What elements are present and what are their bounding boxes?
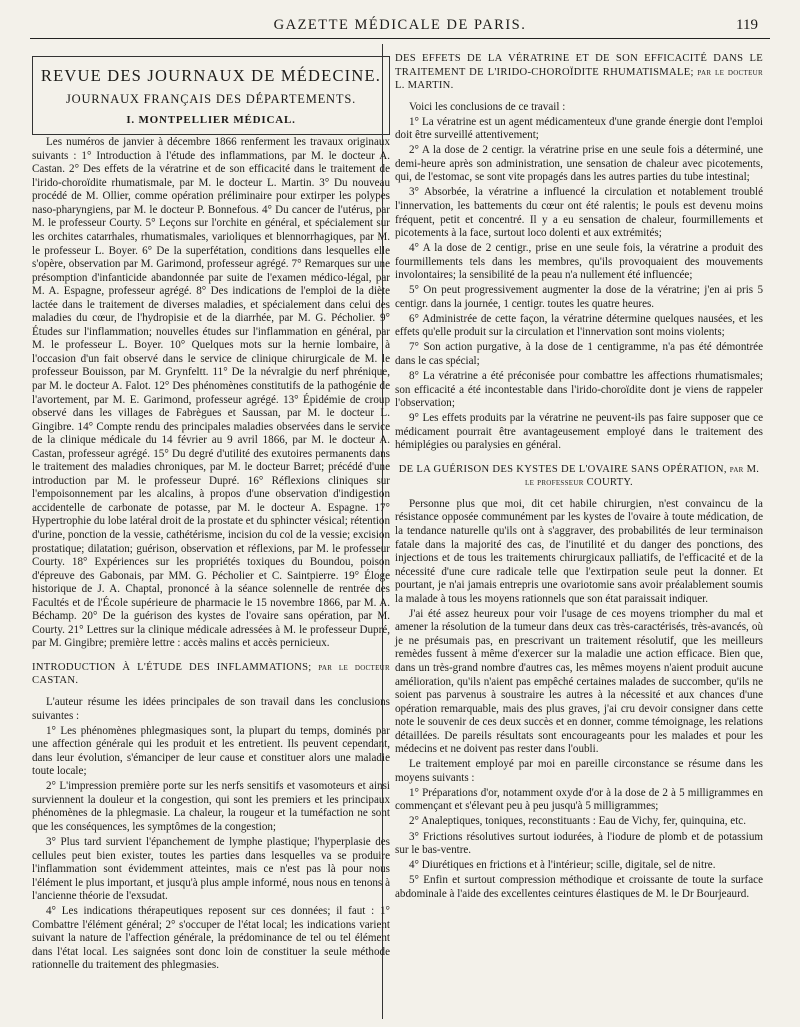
courty-paragraph-3: Le traitement employé par moi en pareille circonstance se résume dans les moyens suivants : [395,758,763,784]
castan-article-heading: INTRODUCTION À L'ÉTUDE DES INFLAMMATIONS; par le docteur CASTAN. [32,661,390,687]
veratrine-item-7: 7° Son action purgative, à la dose de 1 centigramme, n'a pas été démontrée dans le cas spécial; [395,341,763,367]
veratrine-article-heading: DES EFFETS DE LA VÉRATRINE ET DE SON EFFICACITÉ DANS LE TRAITEMENT DE L'IRIDO-CHOROÏDITE RHUMATISMALE; par le docteur L. MARTIN. [395,53,763,92]
courty-item-5: 5° Enfin et surtout compression méthodique et croissante de toute la surface abdominale à l'aide des excellentes ceintures élastiques de M. le Dr Bourjeaurd. [395,874,763,900]
veratrine-item-8: 8° La vératrine a été préconisée pour combattre les affections rhumatismales; son efficacité a été incontestable dans l'irido-choroïdite dont je viens de rappeler l'observation; [395,370,763,410]
courty-item-2: 2° Analeptiques, toniques, reconstituants : Eau de Vichy, fer, quinquina, etc. [409,815,746,828]
castan-intro: L'auteur résume les idées principales de son travail dans les conclusions suivantes : [32,696,390,722]
veratrine-item-9: 9° Les effets produits par la vératrine ne peuvent-ils pas faire supposer que ce médicament pourrait être avantageusement employé dans le traitement des hémiplégies ou paralysies en général. [395,412,763,452]
veratrine-item-5: 5° On peut progressivement augmenter la dose de la vératrine; j'en ai pris 5 centigr. dans la journée, 1 centigr. toutes les quatre heures. [395,284,763,310]
page-number: 119 [736,17,758,33]
sub-title: JOURNAUX FRANÇAIS DES DÉPARTEMENTS. [65,91,357,106]
courty-item-3: 3° Frictions résolutives surtout iodurées, à l'iodure de plomb et de potassium sur le bas-ventre. [395,830,763,857]
veratrine-item-1: 1° La vératrine est un agent médicamenteux d'une grande énergie dont l'emploi doit être surveillé attentivement; [395,115,763,142]
veratrine-item-6: 6° Administrée de cette façon, la vératrine détermine quelques nausées, et les effets qu'elle produit sur la circulation et l'innervation sont moins violents; [395,312,763,339]
veratrine-intro: Voici les conclusions de ce travail : [409,100,566,113]
courty-article-heading: DE LA GUÉRISON DES KYSTES DE L'OVAIRE SANS OPÉRATION, par M. le professeur COURTY. [398,463,760,489]
veratrine-item-3: 3° Absorbée, la vératrine a influencé la circulation et notablement troublé l'innervation, les battements du cœur ont été ralentis; le pouls est devenu moins fréquent, petit et concentré. Il y a eu sensation de chaleur, fourmillements et picotements à la face, surtout loco dolenti et aux extrémités; [395,186,763,240]
courty-paragraph-2: J'ai été assez heureux pour voir l'usage de ces moyens triompher du mal et amener la résolution de la tumeur dans deux cas très-caractérisés, très-avancés, où je ne présumais pas, en prescrivant un traitement résolutif, que les meilleurs remèdes fussent à même d'exercer sur la maladie une action efficace. Bien que, dans un très-grand nombre d'autres cas, les mêmes moyens n'aient produit aucune amélioration, qu'ils n'aient pas empêché certaines malades de succomber, qu'ils ne soient pas parvenus à soustraire les autres à la nécessité et aux chances d'une opération remarquable, mais des plus graves, j'ai cru devoir consigner dans cette note le souvenir de ces deux succès et en donner, comme témoignage, les relations détaillées. De pareils résultats sont encourageants pour les malades et pour les médecins et ne doivent pas rester dans l'oubli. [395,607,763,756]
left-column [32,52,390,973]
right-column [395,52,763,901]
castan-item-3: 3° Plus tard survient l'épanchement de lymphe plastique; l'hyperplasie des cellules peut bien exister, toutes les parties dans lesquelles va se produire l'inflammation sont évidemment atteintes, mais ce n'est pas là pour nous l'élément le plus important, et jusqu'à plus ample informé, nous nous en tenons à l'ancienne théorie de l'exsudat. [32,835,390,903]
journal-title: GAZETTE MÉDICALE DE PARIS. [273,17,527,33]
section-heading: I. MONTPELLIER MÉDICAL. [126,114,296,127]
intro-paragraph: Les numéros de janvier à décembre 1866 renferment les travaux originaux suivants : 1° Introduction à l'étude des inflammations, par M. le docteur A. Castan. 2° Des effets de la vératrine et de son efficacité dans le traitement de l'irido-choroïdite rhumatismale, par M. le docteur L. Martin. 3° Du nouveau procédé de M. Ollier, comme opération préliminaire pour extirper les polypes naso-pharyngiens, par M. le docteur P. Bonnefous. 4° Du cancer de l'utérus, par M. le professeur Courty. 5° Leçons sur l'orchite en général, et spécialement sur les orchites catarrhales, rhumatismales, varioliques et blennorrhagiques, par M. le professeur L. Boyer. 6° De la superfétation, conditions dans lesquelles elle s'opère, observation par M. Garimond, professeur agrégé. 7° Remarques sur une présomption d'infanticide abandonnée par suite de l'examen médico-légal, par M. A. Espagne, professeur agrégé. 8° Des indications de l'emploi de la diète lactée dans le traitement de diverses maladies, et spécialement dans celui des maladies du cœur, de l'hydropisie et de la diarrhée, par M. G. Pécholier. 9° Études sur l'inflammation; nouvelles études sur l'inflammation en général, par M. le professeur L. Boyer. 10° Quelques mots sur la hernie lombaire, à l'occasion d'un fait observé dans le service de clinique chirurgicale de M. le professeur Bouisson, par M. Grynfeltt. 11° De la névralgie du nerf phrénique, par M. le docteur A. Falot. 12° Des phénomènes constitutifs de la pathogénie de l'avortement, par M. E. Garimond, professeur agrégé. 13° Épidémie de croup observé dans les villages de Fabrègues et Saussan, par M. le docteur L. Gingibre. 14° Compte rendu des principales maladies observées dans le service de la clinique médicale du 14 février au 9 avril 1866, par M. le docteur A. Castan, professeur agrégé. 15° Du degré d'utilité des exutoires permanents dans le traitement des maladies chroniques, par M. le docteur Barret; précédé d'une introduction par M. le professeur Dupré. 16° Réflexions cliniques sur l'empoisonnement par les alcalins, à propos d'une observation d'indigestion accidentelle de carbonate de potasse, par M. le docteur A. Espagne. 17° Hypertrophie du lobe latéral droit de la prostate et du sphincter vésical; rétention d'urine, ponction de la vessie, cathétérisme, incision du col de la vessie; excision prostatique; dilatation; guérison, observation et réflexions, par M. le professeur Courty. 18° Expériences sur les propriétés toxiques du Boundou, poison d'épreuve des Gabonais, par MM. G. Pécholier et C. Saintpierre. 19° Éloge historique de J. A. Chaptal, prononcé à la séance solennelle de rentrée des Facultés et de l'École supérieure de pharmacie le 15 novembre 1866, par M. A. Béchamp. 20° De la guérison des kystes de l'ovaire sans opération, par M. Courty. 21° Lettres sur la clinique médicale adressées à M. le professeur Dupré, par M. Gingibre; première lettre : accès malins et accès pernicieux. [32,136,390,650]
castan-item-2: 2° L'impression première porte sur les nerfs sensitifs et vasomoteurs et ainsi surviennent la douleur et la congestion, qui sont les premiers et les principaux phénomènes de la phlegmasie. La chaleur, la rougeur et la tuméfaction ne sont que les conséquences, les symptômes de la congestion; [32,780,390,833]
castan-item-4: 4° Les indications thérapeutiques reposent sur ces données; il faut : 1° Combattre l'élément général; 2° s'occuper de l'état local; les indications varient suivant la nature de l'affection générale, la prédominance de tel ou tel élément dans l'état local. Les saignées sont donc loin de constituer la seule méthode rationnelle du traitement des phlegmasies. [32,905,390,972]
revue-title: REVUE DES JOURNAUX DE MÉDECINE. [40,66,382,85]
courty-paragraph-1: Personne plus que moi, dit cet habile chirurgien, n'est convaincu de la résistance opposée communément par les kystes de l'ovaire à toute médication, de la tendance naturelle qu'ils ont à s'aggraver, des probabilités de leur terminaison fatale dans la majorité des cas, de l'inutilité et du danger des ponctions, des injections et de tous les traitements chirurgicaux palliatifs, de l'efficacité et de la nécessité d'une cure radicale telle que l'extirpation seule peut la donner. Et pourtant, je n'ai jamais entrepris une ovariotomie sans avoir préalablement soumis la malade à tous les moyens rationnels que son état paraissait indiquer. [395,497,763,605]
veratrine-item-4: 4° A la dose de 2 centigr., prise en une seule fois, la vératrine a produit des fourmillements tels dans les membres, qu'ils provoquaient des mouvements involontaires; la sensibilité de la peau n'a nullement été influencée; [395,242,763,282]
veratrine-item-2: 2° A la dose de 2 centigr. la vératrine prise en une seule fois a déterminé, une demi-heure après son administration, une sensation de chaleur avec picotements, qui, de l'estomac, se sont vite propagés dans les autres parties du tube intestinal; [395,144,763,184]
revue-header-box [32,56,390,135]
courty-item-1: 1° Préparations d'or, notamment oxyde d'or à la dose de 2 à 5 milligrammes en commençant et s'élevant peu à peu jusqu'à 5 milligrammes; [395,786,763,813]
castan-item-1: 1° Les phénomènes phlegmasiques sont, la plupart du temps, dominés par une affection générale qui les produit et les entretient. Ils peuvent cependant, dans leur évolution, s'émanciper de leur cause et constituer alors une maladie toute locale; [32,724,390,778]
courty-item-4: 4° Diurétiques en frictions et à l'intérieur; scille, digitale, sel de nitre. [409,859,716,872]
masthead [30,12,770,39]
